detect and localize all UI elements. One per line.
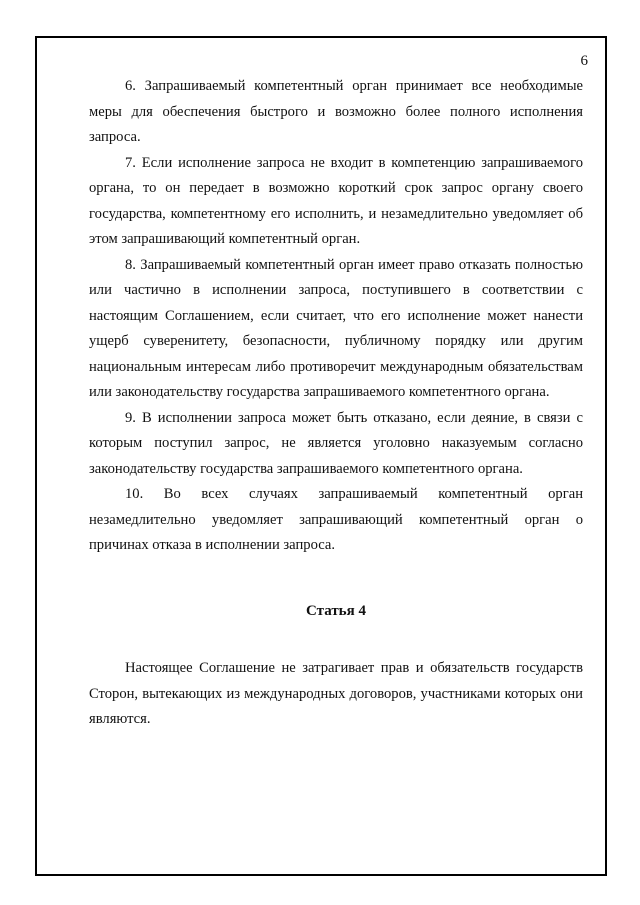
paragraph-7: 7. Если исполнение запроса не входит в компетенцию запрашиваемого органа, то он передает в возможно короткий срок запрос органу своего государства, компетентному его исполнить, и незамедлительно уведомляет об этом запрашивающий компетентный орган. bbox=[89, 154, 583, 247]
article-heading: Статья 4 bbox=[306, 602, 366, 619]
paragraph-9: 9. В исполнении запроса может быть отказано, если деяние, в связи с которым поступил запрос, не является уголовно наказуемым согласно законодательству государства запрашиваемого компетентного органа. bbox=[89, 409, 583, 477]
document-body bbox=[89, 74, 583, 733]
paragraph-10: 10. Во всех случаях запрашиваемый компетентный орган незамедлительно уведомляет запрашивающий компетентный орган о причинах отказа в исполнении запроса. bbox=[89, 486, 583, 553]
paragraph-6: 6. Запрашиваемый компетентный орган принимает все необходимые меры для обеспечения быстрого и возможно более полного исполнения запроса. bbox=[89, 78, 583, 145]
article-4-paragraph: Настоящее Соглашение не затрагивает прав и обязательств государств Сторон, вытекающих из международных договоров, участниками которых они являются. bbox=[89, 660, 583, 727]
page-number: 6 bbox=[580, 53, 588, 69]
paragraph-8: 8. Запрашиваемый компетентный орган имеет право отказать полностью или частично в исполнении запроса, поступившего в соответствии с настоящим Соглашением, если считает, что его исполнение может нанести ущерб суверенитету, безопасности, публичному порядку или другим национальным интересам либо противоречит международным обязательствам или законодательству государства запрашиваемого компетентного органа. bbox=[89, 256, 583, 400]
